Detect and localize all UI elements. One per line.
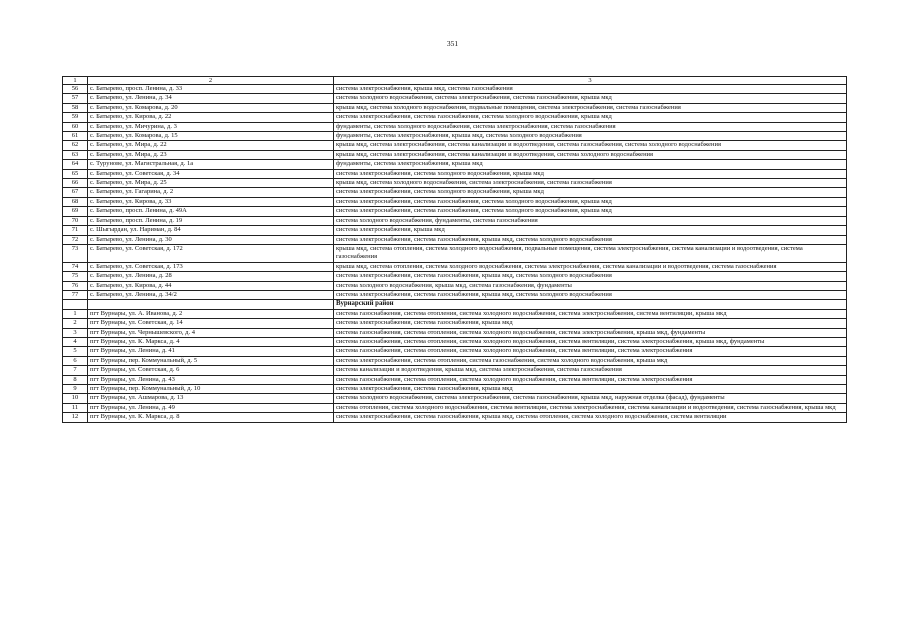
row-number-cell: 56 <box>63 85 88 94</box>
row-address-cell: с. Батырево, просп. Ленина, д. 33 <box>88 85 334 94</box>
row-address-cell: с. Батырево, ул. Ленина, д. 34 <box>88 94 334 103</box>
row-number-cell: 73 <box>63 244 88 262</box>
row-number-cell: 62 <box>63 141 88 150</box>
row-address-cell: с. Батырево, ул. Советская, д. 172 <box>88 244 334 262</box>
table-row <box>63 226 847 235</box>
row-works-cell: крыша мкд, система электроснабжения, система канализации и водоотведения, система холодного водоснабжения <box>334 150 847 159</box>
table-row <box>63 375 847 384</box>
table-row <box>63 235 847 244</box>
row-works-cell: система электроснабжения, система газоснабжения, система холодного водоснабжения, крыша мкд <box>334 113 847 122</box>
row-works-cell: система холодного водоснабжения, система электроснабжения, система газоснабжения, крыша мкд <box>334 94 847 103</box>
table-row <box>63 85 847 94</box>
row-works-cell: система электроснабжения, система газоснабжения, крыша мкд <box>334 385 847 394</box>
row-number-cell: 6 <box>63 356 88 365</box>
table-row <box>63 103 847 112</box>
row-works-cell: система газоснабжения, система отопления, система холодного водоснабжения, система электроснабжения, система вентиляции, крыша мкд <box>334 309 847 318</box>
row-works-cell: система электроснабжения, система газоснабжения, крыша мкд, система холодного водоснабжения <box>334 235 847 244</box>
row-address-cell: с. Батырево, ул. Мичурина, д. 3 <box>88 122 334 131</box>
row-works-cell: фундаменты, система холодного водоснабжения, система электроснабжения, система газоснабжения <box>334 122 847 131</box>
row-works-cell: система электроснабжения, крыша мкд <box>334 226 847 235</box>
row-number-cell: 12 <box>63 413 88 422</box>
table-row <box>63 394 847 403</box>
row-number-cell: 70 <box>63 216 88 225</box>
row-works-cell: система канализации и водоотведения, крыша мкд, система электроснабжения, система газоснабжения <box>334 366 847 375</box>
row-works-cell: система газоснабжения, система отопления, система холодного водоснабжения, система вентиляции, система электроснабжения <box>334 375 847 384</box>
row-address-cell: пгт Вурнары, ул. Советская, д. 6 <box>88 366 334 375</box>
table-row <box>63 356 847 365</box>
row-address-cell: с. Батырево, ул. Комарова, д. 20 <box>88 103 334 112</box>
table-row <box>63 160 847 169</box>
table-row <box>63 122 847 131</box>
table-row <box>63 169 847 178</box>
table-row <box>63 262 847 271</box>
row-number-cell: 64 <box>63 160 88 169</box>
row-number-cell: 69 <box>63 207 88 216</box>
row-works-cell: система электроснабжения, система газоснабжения, система холодного водоснабжения, крыша мкд <box>334 197 847 206</box>
table-row <box>63 347 847 356</box>
table-row <box>63 337 847 346</box>
row-address-cell: с. Батырево, ул. Комарова, д. 15 <box>88 132 334 141</box>
row-number-cell: 75 <box>63 272 88 281</box>
row-address-cell: с. Батырево, просп. Ленина, д. 49А <box>88 207 334 216</box>
table-row <box>63 207 847 216</box>
row-address-cell: с. Батырево, ул. Советская, д. 173 <box>88 262 334 271</box>
row-works-cell: система электроснабжения, система отопления, система газоснабжения, система холодного водоснабжения, крыша мкд <box>334 356 847 365</box>
row-works-cell: система электроснабжения, система газоснабжения, система холодного водоснабжения, крыша мкд <box>334 207 847 216</box>
row-works-cell: система электроснабжения, система газоснабжения, крыша мкд, система холодного водоснабжения <box>334 290 847 299</box>
table-row <box>63 309 847 318</box>
row-address-cell: с. Батырево, ул. Советская, д. 34 <box>88 169 334 178</box>
table-row <box>63 272 847 281</box>
row-works-cell: система газоснабжения, система отопления, система холодного водоснабжения, система вентиляции, система электроснабжения <box>334 347 847 356</box>
row-works-cell: система газоснабжения, система отопления, система холодного водоснабжения, система вентиляции, система электроснабжения, крыша мкд, фундаменты <box>334 337 847 346</box>
row-address-cell: пгт Вурнары, ул. К. Маркса, д. 4 <box>88 337 334 346</box>
row-works-cell: система отопления, система холодного водоснабжения, система вентиляции, система электроснабжения, система канализации и водоотведения, система газоснабжения, крыша мкд <box>334 403 847 412</box>
table-row <box>63 244 847 262</box>
row-address-cell: с. Батырево, ул. Ленина, д. 30 <box>88 235 334 244</box>
row-works-cell: система электроснабжения, система газоснабжения, крыша мкд, система отопления, система холодного водоснабжения, система вентиляции <box>334 413 847 422</box>
row-address-cell: с. Батырево, ул. Кирова, д. 33 <box>88 197 334 206</box>
row-number-cell: 59 <box>63 113 88 122</box>
table-row <box>63 281 847 290</box>
row-works-cell: крыша мкд, система холодного водоснабжения, система электроснабжения, система газоснабжения <box>334 179 847 188</box>
table-row <box>63 132 847 141</box>
row-works-cell: система электроснабжения, система холодного водоснабжения, крыша мкд <box>334 169 847 178</box>
table-body <box>63 77 847 423</box>
row-number-cell: 8 <box>63 375 88 384</box>
row-number-cell: 2 <box>63 319 88 328</box>
section-header-row <box>63 300 847 309</box>
row-works-cell: система электроснабжения, система газоснабжения, крыша мкд <box>334 319 847 328</box>
row-address-cell: с. Турунове, ул. Магистральная, д. 1а <box>88 160 334 169</box>
row-number-cell: 10 <box>63 394 88 403</box>
row-number-cell: 5 <box>63 347 88 356</box>
row-address-cell: с. Батырево, ул. Кирова, д. 22 <box>88 113 334 122</box>
row-works-cell: система холодного водоснабжения, система электроснабжения, система газоснабжения, крыша мкд, наружная отделка (фасад), фундаменты <box>334 394 847 403</box>
row-address-cell: пгт Вурнары, пер. Коммунальный, д. 10 <box>88 385 334 394</box>
row-number-cell: 1 <box>63 309 88 318</box>
header-col-1: 1 <box>63 77 88 85</box>
row-number-cell: 58 <box>63 103 88 112</box>
table-row <box>63 413 847 422</box>
row-address-cell: с. Батырево, ул. Мира, д. 23 <box>88 150 334 159</box>
row-address-cell: пгт Вурнары, ул. Чернышевского, д. 4 <box>88 328 334 337</box>
row-number-cell: 65 <box>63 169 88 178</box>
row-address-cell: с. Батырево, ул. Мира, д. 25 <box>88 179 334 188</box>
table-row <box>63 94 847 103</box>
header-col-3: 3 <box>334 77 847 85</box>
row-works-cell: система газоснабжения, система отопления, система холодного водоснабжения, система электроснабжения, крыша мкд, фундаменты <box>334 328 847 337</box>
row-number-cell: 4 <box>63 337 88 346</box>
section-title: Вурнарский район <box>334 300 847 309</box>
row-address-cell: с. Батырево, просп. Ленина, д. 19 <box>88 216 334 225</box>
row-address-cell: с. Батырево, ул. Ленина, д. 34/2 <box>88 290 334 299</box>
row-address-cell: пгт Вурнары, ул. Ленина, д. 41 <box>88 347 334 356</box>
page-number: 351 <box>446 39 459 48</box>
table-row <box>63 216 847 225</box>
table-row <box>63 328 847 337</box>
works-table <box>62 76 847 423</box>
table-row <box>63 403 847 412</box>
table-row <box>63 141 847 150</box>
row-works-cell: система электроснабжения, крыша мкд, система газоснабжения <box>334 85 847 94</box>
row-works-cell: крыша мкд, система отопления, система холодного водоснабжения, подвальные помещения, система электроснабжения, система канализации и водоотведения, система газоснабжения <box>334 244 847 262</box>
row-address-cell: пгт Вурнары, пер. Коммунальный, д. 5 <box>88 356 334 365</box>
row-number-cell: 60 <box>63 122 88 131</box>
table-row <box>63 366 847 375</box>
row-number-cell: 11 <box>63 403 88 412</box>
row-works-cell: крыша мкд, система отопления, система холодного водоснабжения, система электроснабжения, система канализации и водоотведения, система газоснабжения <box>334 262 847 271</box>
row-works-cell: система холодного водоснабжения, крыша мкд, система газоснабжения, фундаменты <box>334 281 847 290</box>
row-number-cell: 57 <box>63 94 88 103</box>
row-works-cell: система холодного водоснабжения, фундаменты, система газоснабжения <box>334 216 847 225</box>
row-number-cell: 77 <box>63 290 88 299</box>
table-row <box>63 319 847 328</box>
table-row <box>63 179 847 188</box>
table-row <box>63 113 847 122</box>
row-works-cell: крыша мкд, система электроснабжения, система канализации и водоотведения, система газоснабжения, система холодного водоснабжения <box>334 141 847 150</box>
header-col-2: 2 <box>88 77 334 85</box>
row-works-cell: система электроснабжения, система холодного водоснабжения, крыша мкд <box>334 188 847 197</box>
row-address-cell: пгт Вурнары, ул. Ленина, д. 49 <box>88 403 334 412</box>
row-address-cell: пгт Вурнары, ул. К. Маркса, д. 8 <box>88 413 334 422</box>
row-number-cell: 71 <box>63 226 88 235</box>
row-works-cell: фундаменты, система электроснабжения, крыша мкд, система холодного водоснабжения <box>334 132 847 141</box>
row-number-cell: 74 <box>63 262 88 271</box>
table-row <box>63 290 847 299</box>
row-address-cell: с. Батырево, ул. Кирова, д. 44 <box>88 281 334 290</box>
row-works-cell: фундаменты, система электроснабжения, крыша мкд <box>334 160 847 169</box>
row-number-cell: 72 <box>63 235 88 244</box>
row-address-cell: с. Батырево, ул. Ленина, д. 28 <box>88 272 334 281</box>
table-header-row <box>63 77 847 85</box>
row-address-cell: пгт Вурнары, ул. Ашмарова, д. 13 <box>88 394 334 403</box>
table-row <box>63 150 847 159</box>
row-address-cell: с. Шыгырдан, ул. Нариман, д. 84 <box>88 226 334 235</box>
row-number-cell: 68 <box>63 197 88 206</box>
row-address-cell: с. Батырево, ул. Мира, д. 22 <box>88 141 334 150</box>
section-empty-cell <box>88 300 334 309</box>
row-address-cell: пгт Вурнары, ул. Советская, д. 14 <box>88 319 334 328</box>
row-number-cell: 66 <box>63 179 88 188</box>
row-number-cell: 3 <box>63 328 88 337</box>
section-empty-cell <box>63 300 88 309</box>
row-address-cell: пгт Вурнары, ул. Ленина, д. 43 <box>88 375 334 384</box>
row-number-cell: 76 <box>63 281 88 290</box>
row-number-cell: 67 <box>63 188 88 197</box>
row-address-cell: пгт Вурнары, ул. А. Иванова, д. 2 <box>88 309 334 318</box>
row-number-cell: 9 <box>63 385 88 394</box>
table-row <box>63 385 847 394</box>
row-number-cell: 7 <box>63 366 88 375</box>
row-works-cell: система электроснабжения, система газоснабжения, крыша мкд, система холодного водоснабжения <box>334 272 847 281</box>
row-address-cell: с. Батырево, ул. Гагарина, д. 2 <box>88 188 334 197</box>
row-number-cell: 61 <box>63 132 88 141</box>
row-number-cell: 63 <box>63 150 88 159</box>
table-row <box>63 188 847 197</box>
row-works-cell: крыша мкд, система холодного водоснабжения, подвальные помещения, система электроснабжения, система газоснабжения <box>334 103 847 112</box>
table-row <box>63 197 847 206</box>
